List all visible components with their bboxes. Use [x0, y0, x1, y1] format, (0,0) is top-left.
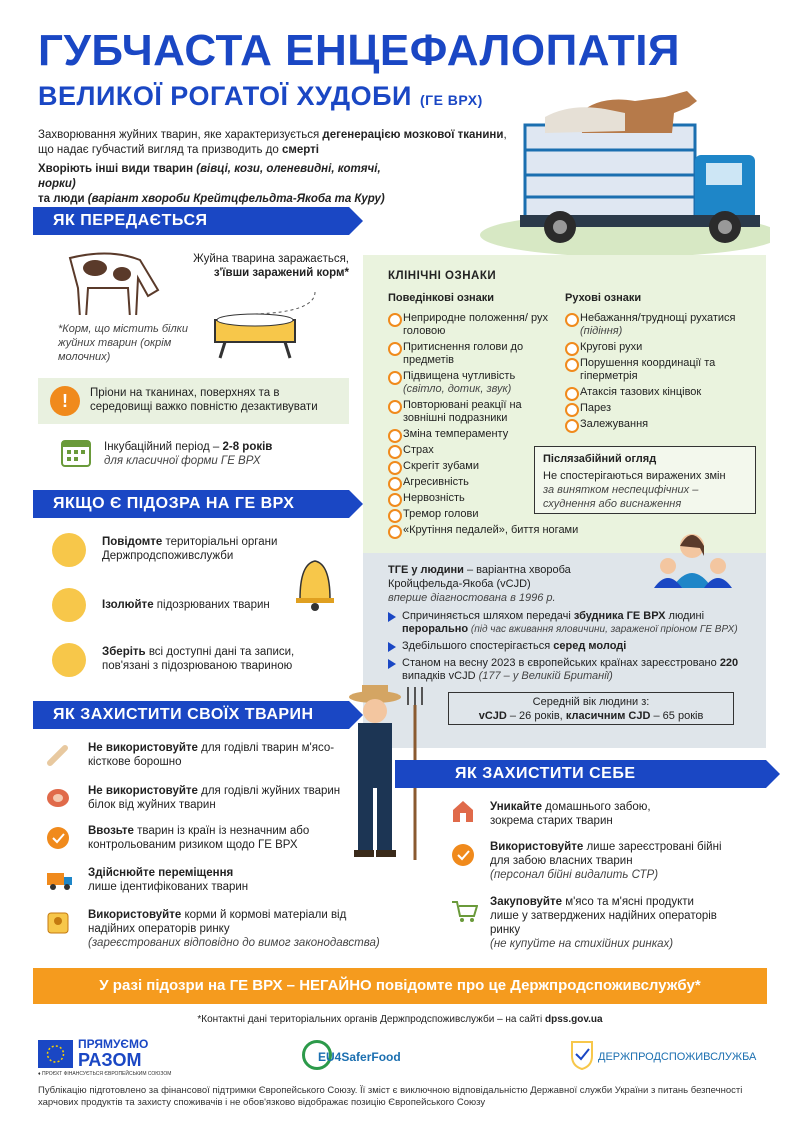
list-item: Станом на весну 2023 в європейських країнах зареєстровано 220 випадків vCJD (177 – у Великій Британії) — [388, 657, 748, 683]
logo-together: ПРЯМУЄМО РАЗОМ — [78, 1037, 149, 1070]
list-item: Страх — [388, 444, 548, 457]
truck-with-cows-illustration — [470, 75, 770, 255]
incubation-text: Інкубаційний період – 2-8 років для класичної форми ГЕ ВРХ — [104, 441, 273, 467]
human-list — [388, 610, 748, 687]
list-item: Зміна темпераменту — [388, 428, 548, 441]
suspicion-step-1: Повідомте територіальні органи Держпродспоживслужби — [102, 536, 278, 562]
list-item: Порушення координації та гіперметрія — [565, 357, 750, 383]
list-item: Підвищена чутливість (світло, дотик, звук) — [388, 370, 548, 396]
feed-trough-icon — [205, 282, 335, 362]
approved-badge-icon — [450, 842, 476, 868]
postmortem-note: за винятком неспецифічних – схуднення або виснаження — [543, 484, 699, 510]
cow-icon — [52, 588, 86, 622]
list-item: Притиснення голови до предметів — [388, 341, 548, 367]
title-line2: ВЕЛИКОЇ РОГАТОЇ ХУДОБИ (ГЕ ВРХ) — [38, 81, 483, 111]
self-rule-2: Використовуйте лише зареєстровані бійні для забою власних тварин (персонал бійні видалить СТР) — [490, 841, 722, 881]
bell-icon — [290, 554, 340, 614]
calendar-icon — [60, 436, 92, 468]
list-item: Неприродне положення/ рух головою — [388, 312, 548, 338]
alert-banner: У разі підозри на ГЕ ВРХ – НЕГАЙНО повідомте про це Держпродспоживслужбу* — [33, 968, 767, 1004]
logo-eu-funded: ♦ ПРОЄКТ ФІНАНСУЄТЬСЯ ЄВРОПЕЙСЬКИМ СОЮЗОМ — [38, 1071, 172, 1077]
bone-icon — [45, 743, 71, 769]
website-link[interactable]: dpss.gov.ua — [545, 1014, 603, 1025]
svg-text:!: ! — [62, 391, 68, 411]
suspicion-step-2: Ізолюйте підозрюваних тварин — [102, 599, 270, 611]
section-suspicion-header: ЯКЩО Є ПІДОЗРА НА ГЕ ВРХ — [33, 490, 349, 518]
section-protect-self-header: ЯК ЗАХИСТИТИ СЕБЕ — [435, 760, 766, 788]
postmortem-text: Не спостерігаються виражених змін — [543, 470, 726, 482]
animals-rule-4: Здійснюйте переміщення лише ідентифікованих тварин — [88, 867, 249, 893]
behavioral-list — [388, 312, 579, 540]
intro-paragraph: Захворювання жуйних тварин, яке характеризується дегенерацією мозкової тканини, що надає губчастий вигляд та призводить до смерті — [38, 129, 507, 156]
logo-eu4saferfood: EU4SaferFood — [318, 1050, 401, 1064]
human-title: ТГЕ у людини – варіантна хвороба Кройцфельда-Якоба (vCJD) вперше діагностована в 1996 р. — [388, 564, 571, 604]
self-rule-1: Уникайте домашнього забою, зокрема старих тварин — [490, 801, 651, 827]
average-age-box: Середній вік людини з: vCJD – 26 років, класичним CJD – 65 років — [448, 692, 734, 725]
title-abbr: (ГЕ ВРХ) — [419, 92, 483, 108]
motor-list — [565, 312, 750, 434]
title-line1: ГУБЧАСТА ЕНЦЕФАЛОПАТІЯ — [38, 26, 681, 75]
animals-rule-5: Використовуйте корми й кормові матеріали від надійних операторів ринку (зареєстрованих відповідно до вимог законодавства) — [88, 909, 380, 949]
list-item: Кругові рухи — [565, 341, 750, 354]
list-item: Здебільшого спостерігається серед молоді — [388, 640, 748, 653]
phone-icon — [52, 533, 86, 567]
truck-icon — [45, 867, 75, 893]
clinical-title: КЛІНІЧНІ ОЗНАКИ — [388, 270, 497, 282]
list-item: Залежування — [565, 418, 750, 431]
list-item: Спричиняється шляхом передачі збудника ГЕ ВРХ людині перорально (під час вживання яловичини, зараженої пріоном ГЕ ВРХ) — [388, 610, 748, 636]
prions-box — [38, 378, 349, 424]
motor-title: Рухові ознаки — [565, 292, 642, 304]
list-item: Повторювані реакції на зовнішні подразники — [388, 399, 548, 425]
animals-rule-3: Ввозьте тварин із країн із незначним або контрольованим ризиком щодо ГЕ ВРХ — [88, 825, 310, 851]
dpss-shield-icon — [570, 1040, 594, 1070]
certificate-icon — [45, 825, 71, 851]
documents-icon — [52, 643, 86, 677]
contacts-footnote: *Контактні дані територіальних органів Держпродспоживслужби – на сайті dpss.gov.ua — [197, 1014, 603, 1025]
warning-icon — [50, 386, 80, 416]
feed-text: Жуйна тварина заражається, з'ївши заражений корм* — [193, 253, 349, 279]
list-item: Агресивність — [388, 476, 548, 489]
logo-dpss: ДЕРЖПРОДСПОЖИВСЛУЖБА — [598, 1051, 757, 1063]
list-item: Нервозність — [388, 492, 548, 505]
animals-rule-1: Не використовуйте для годівлі тварин м'ясо-кісткове борошно — [88, 742, 335, 768]
list-item: Атаксія тазових кінцівок — [565, 386, 750, 399]
slaughterhouse-icon — [450, 798, 476, 824]
section-transmission-header: ЯК ПЕРЕДАЄТЬСЯ — [33, 207, 349, 235]
disclaimer: Публікацію підготовлено за фінансової підтримки Європейського Союзу. Її зміст є виключною відповідальністю Державної служби України з питань безпечності харчових продуктів та захисту споживачів і не обов'язково відображає позицію Європейського Союзу — [38, 1085, 743, 1108]
list-item: Небажання/труднощі рухатися (підіння) — [565, 312, 750, 338]
quality-badge-icon — [45, 910, 71, 936]
section-protect-animals-header: ЯК ЗАХИСТИТИ СВОЇХ ТВАРИН — [33, 701, 349, 729]
list-item: Парез — [565, 402, 750, 415]
self-rule-3: Закуповуйте м'ясо та м'ясні продукти лише у затверджених надійних операторів ринку (не купуйте на стихійних ринках) — [490, 896, 717, 950]
behavioral-title: Поведінкові ознаки — [388, 292, 495, 304]
feed-footnote: *Корм, що містить білки жуйних тварин (окрім молочних) — [58, 323, 188, 363]
postmortem-box — [534, 446, 756, 514]
meat-icon — [45, 785, 71, 811]
postmortem-title: Післязабійний огляд — [543, 453, 657, 465]
people-icon — [650, 528, 735, 590]
list-item: Скрегіт зубами — [388, 460, 548, 473]
shopping-cart-icon — [450, 898, 478, 924]
intro-affected: Хворіють інші види тварин (вівці, кози, оленевидні, котячі, норки) та люди (варіант хвороби Крейтцфельдта-Якоба та Куру) — [38, 163, 385, 205]
eu-flag-icon — [38, 1040, 73, 1068]
cow-eating-icon — [60, 240, 170, 315]
list-item: Тремор голови — [388, 508, 548, 521]
list-item: «Крутіння педалей», биття ногами — [388, 524, 628, 537]
prions-text: Пріони на тканинах, поверхнях та в середовищі важко повністю дезактивувати — [90, 387, 318, 413]
suspicion-step-3: Зберіть всі доступні дані та записи, пов'язані з підозрюваною твариною — [102, 646, 295, 672]
animals-rule-2: Не використовуйте для годівлі жуйних тварин білок від жуйних тварин — [88, 785, 341, 811]
